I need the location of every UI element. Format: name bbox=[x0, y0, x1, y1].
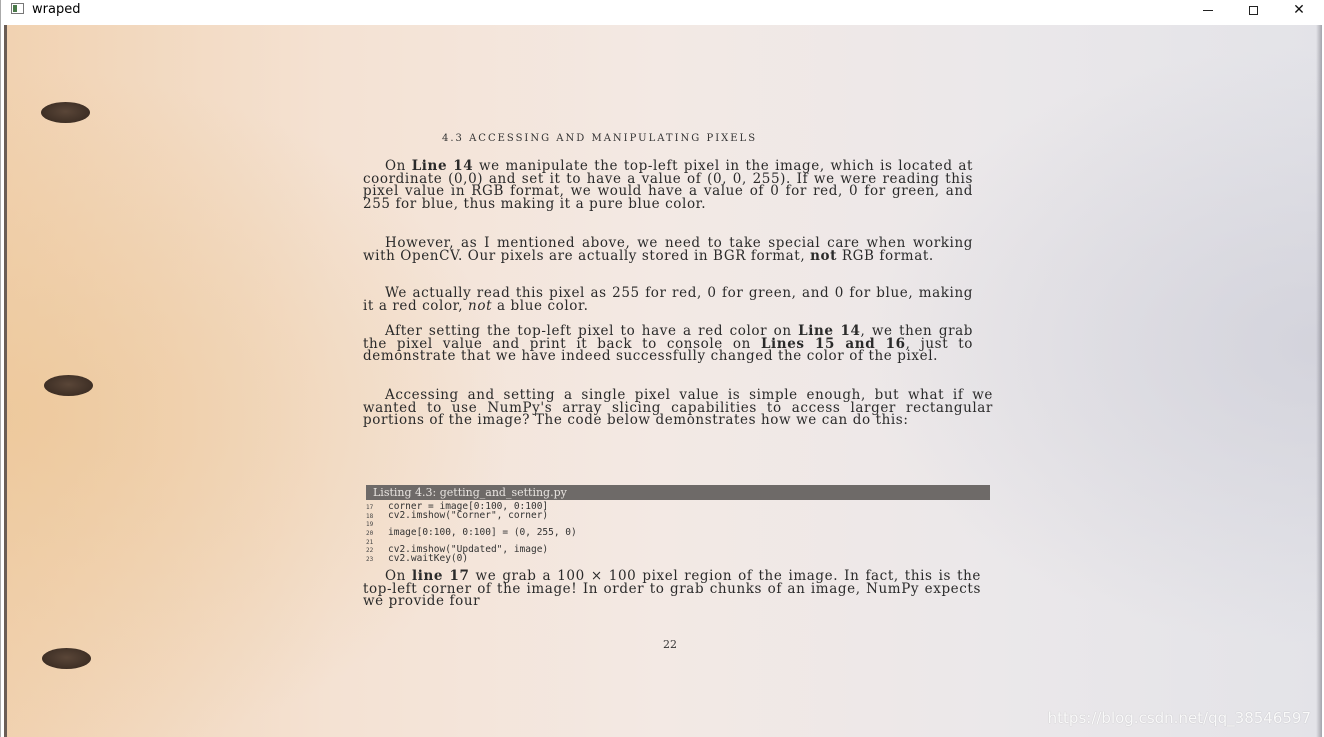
code-text: image[0:100, 0:100] = (0, 255, 0) bbox=[388, 527, 577, 539]
section-heading: 4.3 ACCESSING AND MANIPULATING PIXELS bbox=[442, 133, 758, 144]
maximize-button[interactable] bbox=[1230, 0, 1276, 20]
title-bar[interactable] bbox=[1, 0, 1324, 20]
page-number: 22 bbox=[663, 638, 677, 651]
line-number: 19 bbox=[366, 521, 374, 529]
paragraph: On Line 14 we manipulate the top-left pixel in the image, which is located at coordinate (0,0) and set it to have a value of (0, 0, 255). If we were reading this pixel value in RGB format, we would have a value of 0 for red, 0 for green, and 255 for blue, thus making it a pure blue color. bbox=[363, 158, 973, 212]
line-number: 20 bbox=[366, 530, 374, 538]
code-line bbox=[366, 529, 986, 538]
line-number: 21 bbox=[366, 538, 374, 546]
paragraph: Accessing and setting a single pixel value is simple enough, but what if we wanted to use NumPy's array slicing capabilities to access larger rectangular portions of the image? The code below demonstrates how we can do this: bbox=[363, 387, 993, 429]
window-title: wraped bbox=[32, 2, 81, 17]
minimize-icon bbox=[1203, 10, 1213, 11]
code-text: cv2.imshow("Updated", image) bbox=[388, 544, 549, 556]
line-number: 17 bbox=[366, 504, 374, 511]
binder-hole bbox=[42, 648, 91, 669]
code-text: cv2.imshow("Corner", corner) bbox=[388, 509, 549, 521]
paragraph: We actually read this pixel as 255 for red, 0 for green, and 0 for blue, making it a red color, not a blue color. bbox=[363, 285, 973, 314]
paragraph: On line 17 we grab a 100 × 100 pixel region of the image. In fact, this is the top-left corner of the image! In order to grab chunks of an image, NumPy expects we provide four bbox=[363, 568, 981, 610]
code-text: corner = image[0:100, 0:100] bbox=[388, 501, 549, 512]
app-icon bbox=[11, 3, 24, 14]
code-text: cv2.waitKey(0) bbox=[388, 553, 469, 565]
maximize-icon bbox=[1249, 6, 1258, 15]
paragraph: After setting the top-left pixel to have a red color on Line 14, we then grab the pixel value and print it back to console on Lines 15 and 16, just to demonstrate that we have indeed successfully changed the color of the pixel. bbox=[363, 323, 974, 365]
minimize-button[interactable] bbox=[1185, 0, 1231, 20]
code-listing bbox=[366, 503, 986, 564]
close-button[interactable] bbox=[1276, 0, 1322, 20]
paragraph: However, as I mentioned above, we need to take special care when working with OpenCV. Our pixels are actually stored in BGR format, not RGB format. bbox=[363, 235, 973, 264]
watermark: https://blog.csdn.net/qq_38546597 bbox=[1047, 709, 1311, 727]
binder-hole bbox=[44, 375, 93, 396]
code-line bbox=[366, 555, 986, 564]
binder-hole bbox=[41, 102, 90, 123]
close-icon: ✕ bbox=[1293, 2, 1305, 18]
line-number: 18 bbox=[366, 512, 374, 520]
warped-document-image bbox=[4, 25, 1322, 737]
line-number: 22 bbox=[366, 547, 374, 555]
code-line bbox=[366, 509, 986, 521]
code-listing-title: Listing 4.3: getting_and_setting.py bbox=[366, 485, 990, 500]
line-number: 23 bbox=[366, 556, 374, 564]
